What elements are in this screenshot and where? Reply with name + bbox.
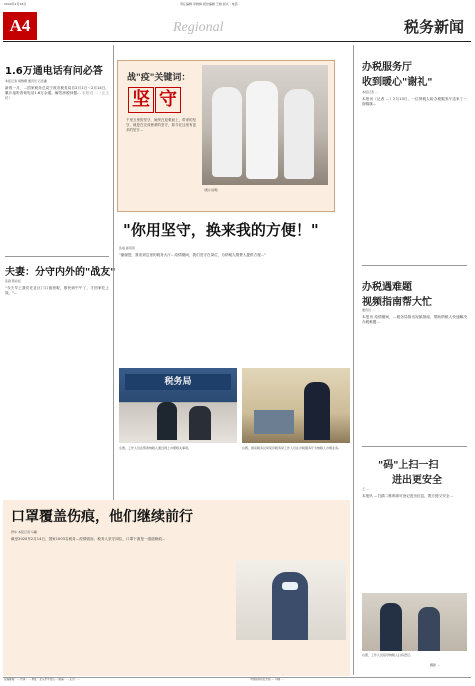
main-body xyxy=(119,253,329,365)
sidebar-title-1a: 办税服务厅 xyxy=(362,62,412,73)
bottom-body-text: 截至2020年2月14日，国家1003名税务…疫情面前，税务人坚守岗位，口罩下面是一道道勒痕… xyxy=(11,537,166,541)
sidebar-byline-1: 本报记者 … xyxy=(362,90,378,94)
header-meta: 责任编辑 李晓梅 视觉编辑 王晓 版式 · 电话 · xyxy=(180,2,240,6)
protective-suit-figure xyxy=(246,81,278,179)
footer-line-1: 投稿邮箱：… 传真：… 地址：北京市丰台区… 邮编：… 定价：… xyxy=(4,678,80,681)
sidebar-byline-2: 通讯员 … xyxy=(362,308,375,312)
main-photo-right xyxy=(242,368,350,443)
sidebar-byline-3: 王 … xyxy=(362,487,369,491)
bottom-body xyxy=(11,537,231,671)
keyword-box-2 xyxy=(155,87,181,113)
masthead-rule xyxy=(3,41,471,42)
staff-figure xyxy=(304,382,330,440)
tax-office-sign: 税务局 xyxy=(125,374,231,390)
main-headline: "你用坚守，换来我的方便！" xyxy=(123,221,319,239)
staff-figure xyxy=(157,402,177,440)
story1-body: 新的一月，…国家税务总局宁波市税务局自2月1日～2月14日，累计接听咨询电话1.6万余通，解答涉税问题… 本报讯 …（正文略） xyxy=(5,86,109,101)
col1-divider xyxy=(5,256,109,257)
keyword-box-1 xyxy=(128,87,154,113)
sidebar-title-2b: 视频指南帮大忙 xyxy=(362,297,432,308)
sidebar-credit: 摄影 … xyxy=(430,663,440,667)
feature-photo-caption: （图片说明） xyxy=(202,188,221,192)
sidebar-title-3a: "码"上扫一扫 xyxy=(378,460,439,471)
feature-kicker: 战"疫"关键词： xyxy=(127,73,191,83)
keyword-2: 守 xyxy=(159,89,177,110)
staff-figure xyxy=(380,603,402,651)
desk-screen xyxy=(254,410,294,434)
footer-line-2: 中国税务报社出版 … 印刷 … xyxy=(250,678,284,681)
sidebar-body-1: 本报讯（记者 …）2月13日，一位纳税人给办税服务厅送来了一面锦旗… xyxy=(362,97,467,107)
section-en: Regional xyxy=(173,20,224,35)
sidebar-caption: 右图，工作人员指导纳税人扫码登记。 xyxy=(362,653,414,657)
story1-byline: 本报记者 胡雅娜 通讯员 石佳鑫 xyxy=(5,79,47,83)
sidebar-title-2a: 办税遇难题 xyxy=(362,282,412,293)
main-caption-left: 左图，工作人员在帮助纳税人通过网上办理相关事项。 xyxy=(119,446,192,450)
col-separator-2 xyxy=(353,45,354,675)
keyword-1: 坚 xyxy=(132,89,150,110)
sidebar-body-2: 本报讯 疫情期间，…税务局推出视频指南，帮助纳税人快速解决办税难题… xyxy=(362,315,467,325)
staff-figure xyxy=(189,406,211,440)
sidebar-title-1b: 收到暖心"谢礼" xyxy=(362,77,433,88)
sidebar-title-3b: 进出更安全 xyxy=(392,475,442,486)
story2-lead: "今天早上我们在社区门口值班呢，都快到中午了，才回家吃上饭。"… xyxy=(5,286,109,296)
bottom-photo xyxy=(236,560,346,640)
main-photo-left xyxy=(119,368,237,443)
staff-figure xyxy=(418,607,440,651)
sidebar-photo xyxy=(362,593,467,651)
section-cn: 税务新闻 xyxy=(404,18,465,36)
date-line: 2020年2月18日 xyxy=(4,2,27,6)
story1-lead: 新的一月，…国家税务总局宁波市税务局自2月1日～2月14日，累计接听咨询电话1.6万余通，解答涉税问题… xyxy=(5,86,109,96)
sidebar-divider-1 xyxy=(362,265,467,266)
main-body-text: "谢谢您，我来到这里的税务大厅…疫情期间，我们坚守在岗位，为纳税人缴费人提供方便…" xyxy=(119,253,267,257)
story2-body xyxy=(5,286,109,500)
bottom-byline: 舒华 本报记者 马曦 xyxy=(11,530,37,534)
story1-title: 1.6万通电话有问必答 xyxy=(5,66,103,77)
feature-photo xyxy=(202,65,328,185)
story2-title: 夫妻：分守内外的"战友" xyxy=(5,267,116,278)
bottom-headline: 口罩覆盖伤痕，他们继续前行 xyxy=(11,509,193,525)
col-separator-1 xyxy=(113,45,114,500)
feature-intro: 千里万里的坚守，始终在迎难而上，带来的坚守，就是在完成使命的坚守，如今在这里有更多的坚守… xyxy=(126,118,196,133)
story2-byline: 张颖 陈彩虹 xyxy=(5,279,21,283)
main-byline: 张丽 崔思思 xyxy=(119,246,135,250)
face-mask xyxy=(282,582,298,590)
page-number: A4 xyxy=(3,12,37,40)
protective-suit-figure xyxy=(284,89,314,179)
sidebar-body-3: 本报讯 …扫描二维码即可登记进出信息，既方便又安全… xyxy=(362,494,453,498)
protective-suit-figure xyxy=(212,87,242,177)
sidebar-divider-2 xyxy=(362,446,467,447)
main-caption-right: 右图，国家税务总局某县税务局工作人员在办税服务厅为纳税人办理业务。 xyxy=(242,446,342,450)
